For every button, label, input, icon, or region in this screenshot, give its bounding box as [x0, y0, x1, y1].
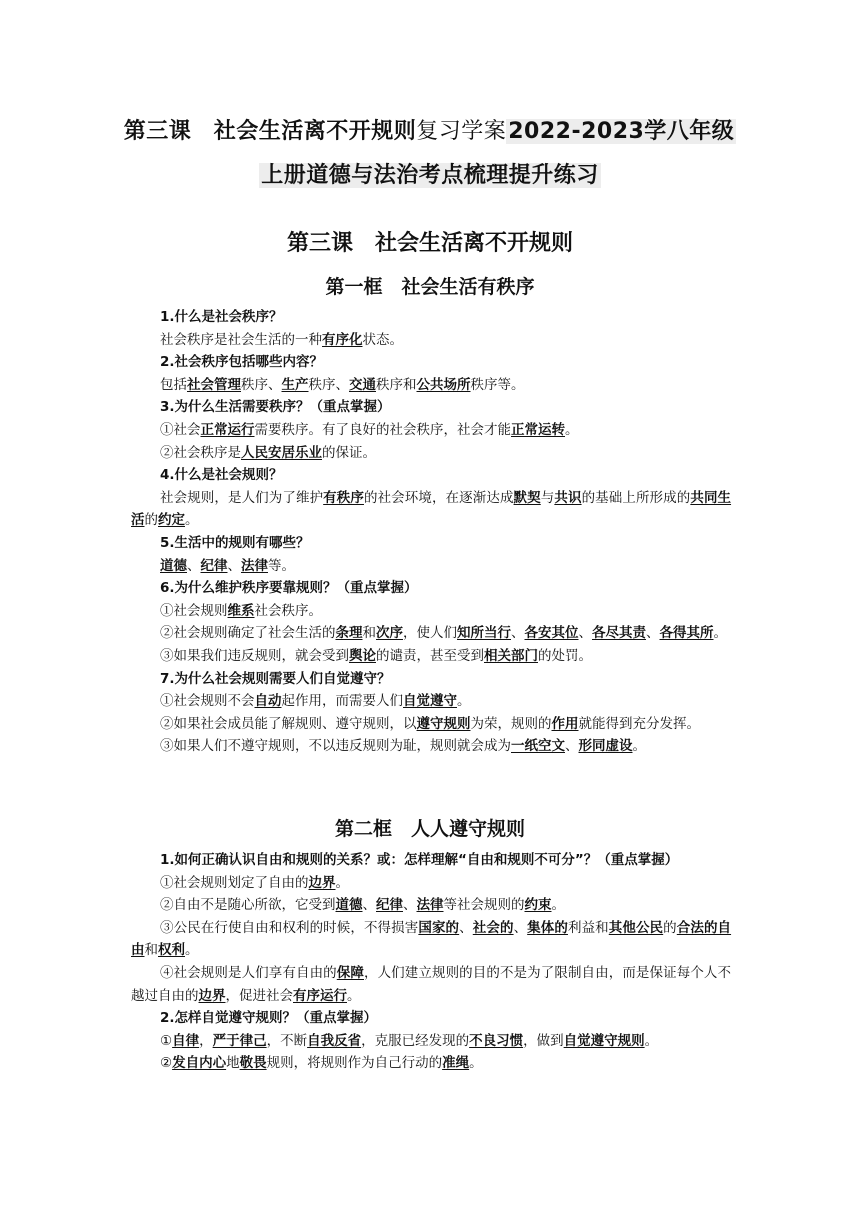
text-run: 、 — [362, 897, 376, 914]
section-2-content — [131, 849, 731, 1075]
answer-2-1-3 — [131, 917, 731, 962]
answer-1-6-1 — [131, 600, 731, 623]
key-term: 条理 — [335, 625, 363, 642]
text-run: 、 — [403, 897, 417, 914]
title-grade-label: 2022-2023学八年级 — [508, 119, 735, 144]
text-run: ，人们建立规则的目的不是为了限制自由，而是保证每个人不越过自由的 — [131, 964, 732, 1004]
document-title-line-1 — [0, 114, 860, 145]
key-term: 相关部门 — [484, 647, 538, 664]
key-term: 正常运行 — [200, 421, 255, 438]
text-run: 。 — [335, 874, 349, 891]
answer-1-6-2 — [131, 622, 731, 645]
key-term: 纪律 — [200, 557, 228, 574]
text-run: ，不断 — [266, 1032, 308, 1049]
text-run: 、 — [578, 625, 592, 642]
text-run: 。 — [713, 625, 727, 642]
text-run: 社会秩序是社会生活的一种 — [160, 331, 322, 348]
section-1-heading: 第一框 社会生活有秩序 — [325, 276, 535, 298]
answer-1-7-2 — [131, 713, 731, 736]
text-run: ，促进社会 — [225, 987, 293, 1004]
text-run: 的社会环境，在逐渐达成 — [363, 489, 514, 506]
text-run: 、 — [513, 919, 528, 936]
text-run: 。 — [551, 897, 565, 914]
key-term: 自我反省 — [307, 1032, 362, 1049]
key-term: 维系 — [227, 602, 255, 619]
text-run: 、 — [187, 557, 201, 574]
key-term: 道德 — [335, 897, 363, 914]
text-run: ， — [199, 1032, 213, 1049]
question-1-5: 5.生活中的规则有哪些？ — [160, 534, 310, 551]
key-term: 作用 — [551, 715, 579, 732]
key-term: 有序运行 — [293, 987, 347, 1004]
text-run: 需要秩序。有了良好的社会秩序，社会才能 — [254, 421, 511, 438]
text-run: 。 — [347, 987, 361, 1004]
text-run: 秩序和 — [376, 376, 417, 393]
key-term: 准绳 — [442, 1055, 470, 1072]
answer-1-1 — [131, 329, 731, 352]
answer-2-1-1 — [131, 872, 731, 895]
answer-1-4 — [131, 487, 731, 532]
key-term: 形同虚设 — [578, 738, 633, 755]
text-run: 的 — [144, 512, 158, 529]
text-run: 的保证。 — [322, 444, 376, 461]
text-run: 秩序等。 — [470, 376, 525, 393]
text-run: 的基础上所形成的 — [581, 489, 691, 506]
question-2-2: 2.怎样自觉遵守规则？（重点掌握） — [160, 1010, 378, 1027]
key-term: 社会的 — [472, 919, 514, 936]
key-term: 各尽其责 — [592, 625, 646, 642]
text-run: ③如果人们不遵守规则，不以违反规则为耻，规则就会成为 — [160, 738, 511, 755]
text-run: 状态。 — [362, 331, 403, 348]
question-1-1: 1.什么是社会秩序？ — [160, 309, 283, 325]
text-run: ②社会秩序是 — [160, 444, 241, 461]
key-term: 舆论 — [349, 647, 376, 664]
text-run: 、 — [459, 919, 473, 936]
key-term: 社会管理 — [187, 376, 241, 393]
key-term: 道德 — [160, 557, 187, 574]
text-run: ①社会规则 — [160, 602, 228, 619]
answer-2-2-1 — [131, 1030, 731, 1053]
text-run: 。 — [632, 738, 646, 755]
question-2-1: 1.如何正确认识自由和规则的关系？或：怎样理解“自由和规则不可分”？（重点掌握） — [160, 852, 679, 868]
key-term: 自觉遵守 — [403, 693, 457, 710]
key-term: 边界 — [308, 874, 336, 891]
text-run: 社会规则，是人们为了维护 — [160, 489, 324, 506]
text-run: ①社会 — [160, 421, 201, 438]
key-term: 其他公民 — [608, 919, 664, 936]
text-run: 与 — [540, 489, 555, 506]
text-run: 的谴责，甚至受到 — [376, 647, 484, 664]
text-run: ② — [160, 1055, 173, 1072]
section-2-heading: 第二框 人人遵守规则 — [334, 818, 525, 840]
key-term: 有序化 — [322, 331, 363, 348]
document-title-line-2 — [0, 158, 860, 189]
text-run: 社会秩序。 — [254, 602, 322, 619]
question-1-7: 7.为什么社会规则需要人们自觉遵守？ — [160, 670, 391, 687]
text-run: ②社会规则确定了社会生活的 — [160, 625, 336, 642]
text-run: 等。 — [268, 557, 295, 574]
text-run: 的 — [663, 919, 677, 936]
key-term: 各得其所 — [659, 625, 714, 642]
key-term: 正常运转 — [511, 421, 565, 438]
text-run: ①社会规则划定了自由的 — [160, 874, 309, 891]
key-term: 法律 — [416, 897, 444, 914]
text-run: ，克服已经发现的 — [361, 1032, 470, 1049]
text-run: 秩序、 — [308, 376, 349, 393]
text-run: 地 — [226, 1055, 240, 1072]
key-term: 有秩序 — [323, 489, 364, 506]
question-1-6: 6.为什么维护秩序要靠规则？（重点掌握） — [160, 580, 418, 597]
key-term: 共识 — [554, 489, 582, 506]
text-run: 。 — [185, 512, 199, 529]
title-review-label: 复习学案 — [416, 119, 507, 144]
text-run: 。 — [185, 942, 199, 959]
key-term: 发自内心 — [172, 1055, 227, 1072]
answer-2-1-4 — [131, 962, 731, 1007]
text-run: 、 — [565, 738, 579, 755]
key-term: 敬畏 — [239, 1055, 267, 1072]
answer-1-5 — [131, 555, 731, 578]
key-term: 自律 — [172, 1032, 200, 1049]
text-run: 。 — [457, 693, 471, 710]
key-term: 边界 — [198, 987, 226, 1004]
text-run: 。 — [644, 1032, 659, 1049]
text-run: 、 — [227, 557, 241, 574]
text-run: 。 — [469, 1055, 483, 1072]
text-run: ，做到 — [523, 1032, 564, 1049]
key-term: 法律 — [241, 557, 268, 574]
key-term: 权利 — [158, 942, 185, 959]
question-1-2: 2.社会秩序包括哪些内容？ — [160, 354, 324, 371]
question-1-3: 3.为什么生活需要秩序？（重点掌握） — [160, 399, 391, 416]
key-term: 共同生活 — [131, 489, 732, 529]
key-term: 集体的 — [527, 919, 568, 936]
text-run: 秩序、 — [241, 376, 282, 393]
text-run: ，使人们 — [403, 625, 457, 642]
key-term: 保障 — [336, 964, 364, 981]
text-run: 起作用，而需要人们 — [281, 693, 403, 710]
key-term: 自动 — [254, 693, 282, 710]
key-term: 国家的 — [418, 919, 460, 936]
text-run: 和 — [144, 942, 158, 959]
key-term: 严于律己 — [212, 1032, 267, 1049]
answer-1-3-2 — [131, 442, 731, 465]
text-run: ③公民在行使自由和权利的时候，不得损害 — [160, 919, 419, 936]
answer-1-3-1 — [131, 419, 731, 442]
text-run: 规则，将规则作为自己行动的 — [266, 1055, 443, 1072]
text-run: 利益和 — [567, 919, 609, 936]
text-run: 包括 — [160, 376, 187, 393]
text-run: 等社会规则的 — [443, 897, 525, 914]
answer-1-6-3 — [131, 645, 731, 668]
key-term: 生产 — [281, 376, 309, 393]
text-run: ① — [160, 1032, 173, 1049]
key-term: 纪律 — [376, 897, 403, 914]
text-run: ④社会规则是人们享有自由的 — [160, 964, 337, 981]
text-run: 的处罚。 — [538, 647, 592, 664]
question-1-4: 4.什么是社会规则？ — [160, 467, 283, 484]
answer-2-1-2 — [131, 894, 731, 917]
title-lesson-name: 第三课 社会生活离不开规则 — [123, 119, 417, 144]
key-term: 一纸空文 — [511, 738, 565, 755]
text-run: ①社会规则不会 — [160, 693, 255, 710]
answer-2-2-2 — [131, 1052, 731, 1075]
text-run: 为荣，规则的 — [470, 715, 552, 732]
text-run: 和 — [362, 625, 376, 642]
key-term: 约束 — [524, 897, 552, 914]
key-term: 不良习惯 — [469, 1032, 524, 1049]
text-run: 。 — [565, 421, 579, 438]
key-term: 默契 — [513, 489, 541, 506]
text-run: 、 — [511, 625, 525, 642]
answer-1-2 — [131, 374, 731, 397]
key-term: 合法的自由 — [131, 919, 732, 959]
title-subject-label: 上册道德与法治考点梳理提升练习 — [261, 163, 599, 188]
key-term: 知所当行 — [457, 625, 511, 642]
text-run: 就能得到充分发挥。 — [578, 715, 700, 732]
text-run: ②如果社会成员能了解规则、遵守规则，以 — [160, 715, 417, 732]
key-term: 交通 — [349, 376, 376, 393]
key-term: 约定 — [158, 512, 185, 529]
key-term: 各安其位 — [524, 625, 579, 642]
text-run: 、 — [646, 625, 660, 642]
text-run: ③如果我们违反规则，就会受到 — [160, 647, 349, 664]
text-run: ②自由不是随心所欲，它受到 — [160, 897, 336, 914]
key-term: 自觉遵守规则 — [563, 1032, 645, 1049]
key-term: 公共场所 — [416, 376, 471, 393]
key-term: 人民安居乐业 — [241, 444, 322, 461]
key-term: 次序 — [376, 625, 403, 642]
section-1-content — [131, 306, 731, 758]
answer-1-7-3 — [131, 735, 731, 758]
answer-1-7-1 — [131, 690, 731, 713]
lesson-title: 第三课 社会生活离不开规则 — [286, 231, 573, 256]
key-term: 遵守规则 — [416, 715, 471, 732]
